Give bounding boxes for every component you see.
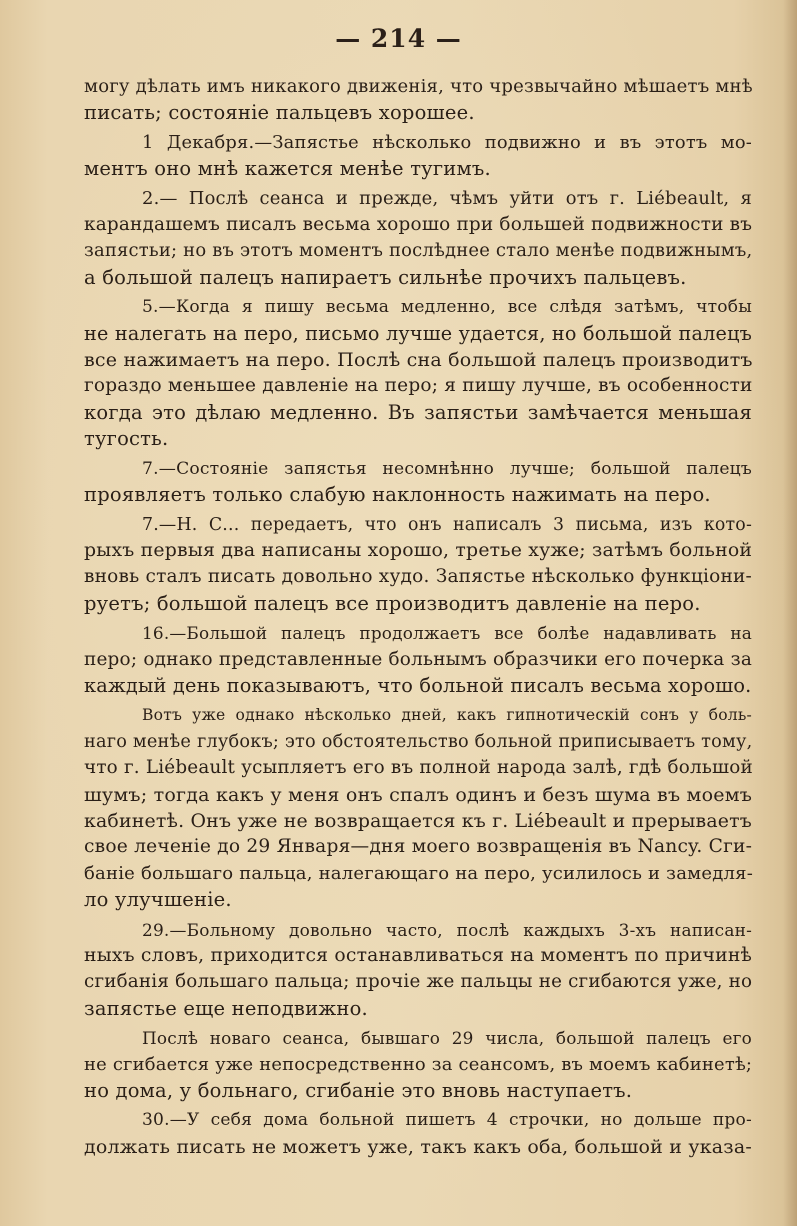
paragraph: [84, 512, 752, 618]
text-line: шумъ; тогда какъ у меня онъ спалъ одинъ и безъ шума въ моемъ: [84, 783, 753, 806]
paragraph: [84, 917, 752, 1023]
text-line: перо; однако представленные больнымъ образчики его почерка за: [84, 648, 752, 670]
text-line: 2.— Послѣ сеанса и прежде, чѣмъ уйти отъ г. Liébeault, я: [142, 187, 752, 209]
text-line: тугость.: [84, 427, 169, 451]
text-line: Послѣ новаго сеанса, бывшаго 29 числа, большой палецъ его: [142, 1028, 752, 1049]
text-line: гораздо меньшее давленіе на перо; я пишу лучше, въ особенности: [84, 375, 753, 397]
text-line: не налегать на перо, письмо лучше удается, но большой палецъ: [84, 321, 752, 345]
text-line: проявляетъ только слабую наклонность нажимать на перо.: [84, 483, 711, 507]
paragraph: [84, 456, 752, 509]
text-line: 16.—Большой палецъ продолжаетъ все болѣе надавливать на: [142, 623, 752, 644]
paragraph: [84, 1025, 752, 1104]
text-line: могу дѣлать имъ никакого движенія, что чрезвычайно мѣшаетъ мнѣ: [84, 76, 753, 97]
text-line: 7.—Н. С... передаетъ, что онъ написалъ 3 письма, изъ кото-: [142, 514, 752, 535]
text-line: запястье еще неподвижно.: [84, 996, 368, 1020]
text-line: баніе большаго пальца, налегающаго на перо, усилилось и замедля-: [84, 862, 753, 884]
text-line: все нажимаетъ на перо. Послѣ сна большой палецъ производитъ: [84, 349, 753, 372]
paragraph: [84, 130, 752, 183]
text-line: когда это дѣлаю медленно. Въ запястьи замѣчается меньшая: [84, 400, 752, 424]
text-line: кабинетѣ. Онъ уже не возвращается къ г. Liébeault и прерываетъ: [84, 809, 752, 832]
paragraph: [84, 620, 752, 699]
text-line: должать писать не можетъ уже, такъ какъ оба, большой и указа-: [84, 1135, 752, 1158]
text-line: 1 Декабря.—Запястье нѣсколько подвижно и въ этотъ мо-: [142, 131, 752, 153]
text-line: ло улучшеніе.: [84, 888, 232, 912]
text-line: что г. Liébeault усыпляетъ его въ полной народа залѣ, гдѣ большой: [84, 757, 753, 779]
page-text: [84, 74, 752, 1163]
text-line: 29.—Больному довольно часто, послѣ каждыхъ 3-хъ написан-: [142, 919, 752, 940]
text-line: свое леченіе до 29 Января—дня моего возвращенія въ Nancy. Сги-: [84, 836, 753, 858]
text-line: но дома, у больнаго, сгибаніе это вновь наступаетъ.: [84, 1079, 633, 1103]
text-line: 7.—Состояніе запястья несомнѣнно лучше; большой палецъ: [142, 458, 752, 479]
paragraph: [84, 294, 752, 452]
text-line: запястьи; но въ этотъ моментъ послѣднее стало менѣе подвижнымъ,: [84, 240, 753, 262]
text-line: вновь сталъ писать довольно худо. Запястье нѣсколько функціони-: [84, 566, 752, 588]
text-line: наго менѣе глубокъ; это обстоятельство больной приписываетъ тому,: [84, 731, 753, 752]
text-line: Вотъ уже однако нѣсколько дней, какъ гипнотическій сонъ у боль-: [142, 706, 752, 725]
text-line: 30.—У себя дома больной пишетъ 4 строчки, но дольше про-: [142, 1110, 752, 1131]
text-line: руетъ; большой палецъ все производитъ давленіе на перо.: [84, 591, 701, 615]
text-line: сгибанія большаго пальца; прочіе же пальцы не сгибаются уже, но: [84, 971, 753, 993]
paragraph: [84, 74, 752, 127]
paragraph: [84, 186, 752, 292]
text-line: рыхъ первыя два написаны хорошо, третье хуже; затѣмъ больной: [84, 539, 753, 561]
text-line: каждый день показываютъ, что больной писалъ весьма хорошо.: [84, 673, 752, 697]
text-line: ныхъ словъ, приходится останавливаться на моментъ по причинѣ: [84, 945, 753, 966]
text-line: 5.—Когда я пишу весьма медленно, все слѣдя затѣмъ, чтобы: [142, 297, 752, 318]
text-line: а большой палецъ напираетъ сильнѣе прочихъ пальцевъ.: [84, 265, 687, 289]
text-line: карандашемъ писалъ весьма хорошо при большей подвижности въ: [84, 214, 753, 236]
text-line: писать; состояніе пальцевъ хорошее.: [84, 101, 475, 125]
text-line: ментъ оно мнѣ кажется менѣе тугимъ.: [84, 157, 491, 181]
text-line: не сгибается уже непосредственно за сеансомъ, въ моемъ кабинетѣ;: [84, 1053, 753, 1075]
paragraph: [84, 702, 752, 913]
paragraph: [84, 1107, 752, 1160]
page-number: — 214 —: [335, 24, 462, 53]
